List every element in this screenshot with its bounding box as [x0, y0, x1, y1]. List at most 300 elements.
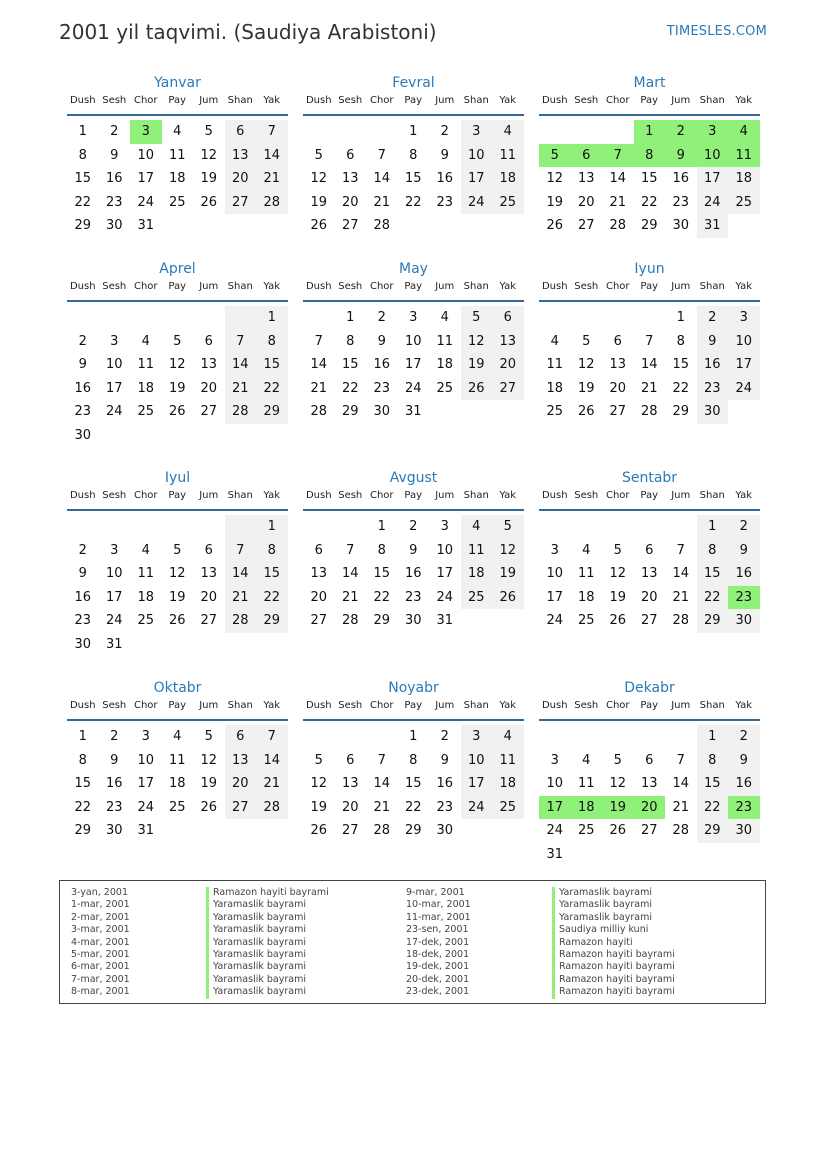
- weekday-label: Yak: [735, 95, 753, 106]
- day-grid: [303, 306, 524, 424]
- day-cell: 20: [640, 589, 658, 605]
- day-cell: 12: [546, 171, 564, 187]
- weekday-label: Pay: [168, 490, 187, 501]
- day-cell: 13: [640, 776, 658, 792]
- legend-right-names: [552, 887, 675, 999]
- day-cell: 9: [78, 357, 87, 373]
- empty-day-cell: [225, 306, 257, 330]
- day-cell: 21: [310, 380, 328, 396]
- day-cell: 9: [728, 749, 760, 773]
- empty-day-cell: [193, 424, 225, 448]
- weekday-label: Shan: [463, 490, 489, 501]
- legend-holiday-name: Yaramaslik bayrami: [206, 961, 329, 973]
- day-cell: 28: [225, 609, 257, 633]
- day-cell: 16: [74, 380, 92, 396]
- day-cell: 11: [492, 144, 524, 168]
- day-cell: 2: [697, 306, 729, 330]
- day-cell: 13: [577, 171, 595, 187]
- weekday-label: Yak: [735, 490, 753, 501]
- day-cell: 3: [110, 333, 119, 349]
- day-cell: 8: [409, 147, 418, 163]
- day-cell: 25: [168, 799, 186, 815]
- day-cell: 13: [200, 357, 218, 373]
- weekday-label: Shan: [699, 490, 725, 501]
- day-cell: 20: [225, 772, 257, 796]
- legend-holiday-name: Saudiya milliy kuni: [552, 924, 675, 936]
- weekday-label: Dush: [305, 95, 332, 106]
- day-cell: 4: [141, 542, 150, 558]
- day-cell: 30: [105, 218, 123, 234]
- weekday-label: Pay: [640, 700, 659, 711]
- day-cell: 23: [436, 799, 454, 815]
- header-divider: [303, 509, 524, 511]
- day-cell: 8: [697, 539, 729, 563]
- day-cell: 3: [697, 120, 729, 144]
- day-cell: 18: [436, 357, 454, 373]
- weekday-label: Sesh: [574, 490, 599, 501]
- day-cell: 28: [310, 404, 328, 420]
- empty-day-cell: [461, 400, 493, 424]
- day-cell: 28: [373, 218, 391, 234]
- day-cell: 3: [461, 120, 493, 144]
- weekday-label: Chor: [369, 95, 394, 106]
- legend-date: 6-mar, 2001: [71, 961, 130, 973]
- day-cell: 7: [676, 542, 685, 558]
- day-cell: 16: [728, 562, 760, 586]
- day-cell: 15: [373, 566, 391, 582]
- day-cell: 17: [105, 380, 123, 396]
- day-cell: 23: [105, 194, 123, 210]
- day-cell: 30: [672, 218, 690, 234]
- weekday-label: Chor: [605, 700, 630, 711]
- weekday-label: Yak: [735, 700, 753, 711]
- day-cell: 20: [200, 380, 218, 396]
- day-cell: 9: [78, 566, 87, 582]
- day-cell: 12: [492, 539, 524, 563]
- day-cell: 24: [546, 613, 564, 629]
- day-cell: 11: [461, 539, 493, 563]
- day-cell: 3: [550, 752, 559, 768]
- empty-day-cell: [99, 306, 131, 330]
- day-grid: [539, 120, 760, 238]
- empty-day-cell: [256, 633, 288, 657]
- day-cell: 14: [225, 353, 257, 377]
- day-cell: 3: [728, 306, 760, 330]
- day-cell: 8: [346, 333, 355, 349]
- day-cell: 23: [74, 404, 92, 420]
- day-cell: 6: [204, 542, 213, 558]
- day-cell: 8: [78, 147, 87, 163]
- day-cell: 4: [141, 333, 150, 349]
- day-cell: 16: [697, 353, 729, 377]
- legend-date: 19-dek, 2001: [406, 961, 470, 973]
- day-cell: 29: [672, 404, 690, 420]
- day-cell: 18: [168, 776, 186, 792]
- day-cell: 28: [672, 823, 690, 839]
- day-cell: 8: [78, 752, 87, 768]
- header-divider: [303, 719, 524, 721]
- day-cell: 16: [404, 566, 422, 582]
- day-cell: 25: [492, 191, 524, 215]
- day-cell: 23: [105, 799, 123, 815]
- day-cell: 14: [373, 171, 391, 187]
- empty-day-cell: [602, 120, 634, 144]
- weekday-label: Jum: [199, 95, 219, 106]
- day-cell: 31: [404, 404, 422, 420]
- day-cell: 29: [697, 609, 729, 633]
- day-cell: 19: [200, 776, 218, 792]
- weekday-label: Jum: [199, 700, 219, 711]
- empty-day-cell: [602, 725, 634, 749]
- empty-day-cell: [130, 515, 162, 539]
- day-cell: 7: [377, 752, 386, 768]
- day-cell: 25: [546, 404, 564, 420]
- empty-day-cell: [162, 515, 194, 539]
- header-divider: [539, 719, 760, 721]
- empty-day-cell: [162, 424, 194, 448]
- empty-day-cell: [602, 306, 634, 330]
- day-cell: 20: [609, 380, 627, 396]
- day-cell: 14: [640, 357, 658, 373]
- legend-right-dates: [406, 887, 471, 999]
- day-cell: 19: [310, 799, 328, 815]
- day-cell: 12: [168, 357, 186, 373]
- month-iyul: [67, 467, 288, 657]
- empty-day-cell: [335, 725, 367, 749]
- empty-day-cell: [225, 515, 257, 539]
- weekday-label: Pay: [404, 95, 423, 106]
- weekday-label: Yak: [263, 490, 281, 501]
- day-cell: 29: [697, 819, 729, 843]
- day-cell: 27: [492, 377, 524, 401]
- empty-day-cell: [193, 515, 225, 539]
- day-cell: 2: [728, 725, 760, 749]
- day-cell: 16: [105, 171, 123, 187]
- weekday-header: [303, 280, 524, 300]
- day-cell: 24: [546, 823, 564, 839]
- empty-day-cell: [634, 843, 666, 867]
- day-cell: 16: [373, 357, 391, 373]
- day-cell: 20: [341, 799, 359, 815]
- day-cell: 24: [137, 194, 155, 210]
- day-cell: 4: [173, 729, 182, 744]
- header-divider: [303, 300, 524, 302]
- day-cell: 17: [404, 357, 422, 373]
- brand-link[interactable]: TIMESLES.COM: [666, 24, 767, 39]
- weekday-label: Shan: [699, 95, 725, 106]
- month-name: Iyul: [164, 470, 191, 486]
- day-cell: 5: [613, 542, 622, 558]
- day-cell: 26: [168, 613, 186, 629]
- month-name: Iyun: [634, 261, 665, 277]
- day-cell: 15: [672, 357, 690, 373]
- legend-holiday-name: Yaramaslik bayrami: [206, 924, 329, 936]
- day-cell: 23: [672, 194, 690, 210]
- empty-day-cell: [225, 819, 257, 843]
- empty-day-cell: [492, 609, 524, 633]
- legend-holiday-name: Ramazon hayiti bayrami: [552, 974, 675, 986]
- empty-day-cell: [665, 725, 697, 749]
- day-cell: 1: [697, 515, 729, 539]
- empty-day-cell: [571, 306, 603, 330]
- empty-day-cell: [571, 120, 603, 144]
- day-cell: 28: [341, 613, 359, 629]
- day-cell: 9: [110, 752, 119, 768]
- day-cell: 30: [436, 823, 454, 839]
- month-oktabr: [67, 677, 288, 843]
- weekday-label: Jum: [671, 490, 691, 501]
- day-cell: 17: [539, 796, 571, 820]
- day-cell: 20: [200, 589, 218, 605]
- legend-date: 4-mar, 2001: [71, 936, 130, 948]
- day-cell: 4: [582, 542, 591, 558]
- empty-day-cell: [697, 843, 729, 867]
- weekday-label: Sesh: [102, 95, 127, 106]
- weekday-label: Yak: [263, 700, 281, 711]
- day-cell: 18: [728, 167, 760, 191]
- month-mart: [539, 72, 760, 238]
- legend-holiday-name: Ramazon hayiti bayrami: [552, 961, 675, 973]
- empty-day-cell: [193, 633, 225, 657]
- day-cell: 5: [461, 306, 493, 330]
- day-cell: 20: [310, 589, 328, 605]
- empty-day-cell: [429, 214, 461, 238]
- day-cell: 19: [546, 194, 564, 210]
- day-cell: 14: [609, 171, 627, 187]
- weekday-label: Chor: [133, 700, 158, 711]
- legend-holiday-name: Ramazon hayiti bayrami: [552, 986, 675, 998]
- weekday-label: Jum: [671, 700, 691, 711]
- day-cell: 16: [436, 171, 454, 187]
- day-cell: 15: [404, 171, 422, 187]
- empty-day-cell: [256, 819, 288, 843]
- day-cell: 4: [492, 120, 524, 144]
- day-cell: 11: [577, 776, 595, 792]
- weekday-label: Dush: [541, 95, 568, 106]
- day-cell: 10: [105, 357, 123, 373]
- month-sentabr: [539, 467, 760, 633]
- day-cell: 11: [137, 566, 155, 582]
- day-cell: 30: [74, 427, 92, 443]
- legend-date: 9-mar, 2001: [406, 887, 465, 898]
- day-cell: 24: [461, 191, 493, 215]
- day-cell: 5: [539, 144, 571, 168]
- day-cell: 12: [200, 147, 218, 163]
- day-cell: 25: [436, 380, 454, 396]
- legend-holiday-name: Ramazon hayiti bayrami: [206, 887, 329, 899]
- day-cell: 13: [640, 566, 658, 582]
- weekday-label: Chor: [369, 700, 394, 711]
- day-cell: 14: [256, 144, 288, 168]
- legend-date: 18-dek, 2001: [406, 948, 470, 960]
- day-cell: 9: [440, 147, 449, 163]
- empty-day-cell: [571, 515, 603, 539]
- day-cell: 28: [672, 613, 690, 629]
- day-cell: 23: [728, 586, 760, 610]
- day-cell: 3: [141, 729, 150, 744]
- weekday-label: Dush: [69, 490, 96, 501]
- day-cell: 26: [200, 799, 218, 815]
- day-cell: 1: [78, 124, 87, 139]
- day-cell: 12: [200, 752, 218, 768]
- day-cell: 21: [256, 167, 288, 191]
- weekday-label: Dush: [541, 281, 568, 292]
- empty-day-cell: [225, 633, 257, 657]
- day-cell: 6: [613, 333, 622, 349]
- weekday-label: Pay: [404, 490, 423, 501]
- day-cell: 4: [582, 752, 591, 768]
- day-cell: 21: [225, 377, 257, 401]
- day-cell: 24: [697, 191, 729, 215]
- day-cell: 22: [672, 380, 690, 396]
- day-cell: 6: [571, 144, 603, 168]
- day-cell: 19: [602, 796, 634, 820]
- day-cell: 22: [697, 796, 729, 820]
- empty-day-cell: [130, 306, 162, 330]
- day-cell: 13: [609, 357, 627, 373]
- day-cell: 10: [105, 566, 123, 582]
- day-cell: 14: [373, 776, 391, 792]
- weekday-label: Chor: [133, 95, 158, 106]
- weekday-label: Pay: [640, 490, 659, 501]
- weekday-label: Pay: [404, 700, 423, 711]
- day-cell: 21: [373, 194, 391, 210]
- day-cell: 22: [74, 194, 92, 210]
- day-cell: 26: [546, 218, 564, 234]
- empty-day-cell: [162, 306, 194, 330]
- day-cell: 20: [634, 796, 666, 820]
- day-cell: 27: [577, 218, 595, 234]
- empty-day-cell: [366, 120, 398, 144]
- day-grid: [303, 725, 524, 843]
- legend-holiday-name: Yaramaslik bayrami: [206, 986, 329, 998]
- day-cell: 19: [310, 194, 328, 210]
- day-cell: 11: [168, 147, 186, 163]
- empty-day-cell: [539, 725, 571, 749]
- empty-day-cell: [99, 515, 131, 539]
- day-cell: 25: [492, 796, 524, 820]
- day-cell: 1: [697, 725, 729, 749]
- legend-date: 20-dek, 2001: [406, 973, 470, 985]
- empty-day-cell: [193, 214, 225, 238]
- legend-left-dates: [71, 887, 130, 999]
- day-cell: 3: [440, 519, 449, 534]
- day-cell: 10: [546, 776, 564, 792]
- day-cell: 1: [346, 310, 355, 325]
- day-cell: 9: [110, 147, 119, 163]
- day-cell: 17: [137, 171, 155, 187]
- day-cell: 14: [341, 566, 359, 582]
- day-cell: 5: [314, 752, 323, 768]
- empty-day-cell: [130, 424, 162, 448]
- weekday-label: Chor: [133, 281, 158, 292]
- day-cell: 2: [728, 515, 760, 539]
- legend-holiday-name: Yaramaslik bayrami: [206, 899, 329, 911]
- weekday-label: Pay: [168, 281, 187, 292]
- empty-day-cell: [162, 214, 194, 238]
- day-cell: 1: [377, 519, 386, 534]
- weekday-header: [539, 489, 760, 509]
- day-cell: 30: [373, 404, 391, 420]
- day-cell: 22: [256, 586, 288, 610]
- month-name: Mart: [633, 75, 666, 91]
- weekday-label: Yak: [499, 490, 517, 501]
- day-cell: 5: [582, 333, 591, 349]
- day-cell: 25: [137, 404, 155, 420]
- empty-day-cell: [162, 633, 194, 657]
- weekday-label: Jum: [671, 95, 691, 106]
- day-cell: 6: [225, 120, 257, 144]
- day-cell: 15: [74, 171, 92, 187]
- day-cell: 15: [341, 357, 359, 373]
- empty-day-cell: [602, 843, 634, 867]
- weekday-label: Shan: [227, 95, 253, 106]
- day-cell: 20: [225, 167, 257, 191]
- weekday-label: Shan: [227, 700, 253, 711]
- day-grid: [67, 120, 288, 238]
- day-cell: 20: [492, 353, 524, 377]
- empty-day-cell: [539, 515, 571, 539]
- month-name: Yanvar: [154, 75, 201, 91]
- empty-day-cell: [303, 120, 335, 144]
- weekday-label: Sesh: [574, 95, 599, 106]
- legend-date: 8-mar, 2001: [71, 986, 130, 998]
- weekday-label: Pay: [168, 95, 187, 106]
- day-cell: 19: [609, 589, 627, 605]
- day-cell: 1: [409, 124, 418, 139]
- day-cell: 2: [377, 310, 386, 325]
- day-grid: [67, 725, 288, 843]
- day-cell: 28: [373, 823, 391, 839]
- day-cell: 28: [609, 218, 627, 234]
- weekday-header: [539, 94, 760, 114]
- day-cell: 7: [676, 752, 685, 768]
- day-cell: 21: [225, 586, 257, 610]
- empty-day-cell: [225, 424, 257, 448]
- empty-day-cell: [571, 725, 603, 749]
- legend-date: 7-mar, 2001: [71, 973, 130, 985]
- weekday-label: Jum: [435, 700, 455, 711]
- legend-holiday-name: Ramazon hayiti bayrami: [552, 949, 675, 961]
- day-cell: 27: [310, 613, 328, 629]
- weekday-header: [539, 699, 760, 719]
- day-cell: 11: [137, 357, 155, 373]
- day-cell: 21: [341, 589, 359, 605]
- day-cell: 30: [404, 613, 422, 629]
- month-name: Oktabr: [153, 680, 202, 696]
- day-cell: 13: [225, 144, 257, 168]
- day-cell: 26: [577, 404, 595, 420]
- day-cell: 9: [728, 539, 760, 563]
- weekday-header: [67, 489, 288, 509]
- day-cell: 4: [461, 515, 493, 539]
- weekday-label: Dush: [69, 95, 96, 106]
- day-cell: 22: [404, 799, 422, 815]
- day-cell: 25: [168, 194, 186, 210]
- day-grid: [303, 120, 524, 238]
- day-cell: 31: [436, 613, 454, 629]
- day-cell: 15: [404, 776, 422, 792]
- day-grid: [539, 515, 760, 633]
- day-cell: 27: [640, 823, 658, 839]
- weekday-label: Dush: [305, 490, 332, 501]
- empty-day-cell: [665, 515, 697, 539]
- day-cell: 1: [256, 306, 288, 330]
- empty-day-cell: [492, 400, 524, 424]
- weekday-label: Shan: [463, 281, 489, 292]
- day-cell: 30: [74, 636, 92, 652]
- day-cell: 7: [256, 725, 288, 749]
